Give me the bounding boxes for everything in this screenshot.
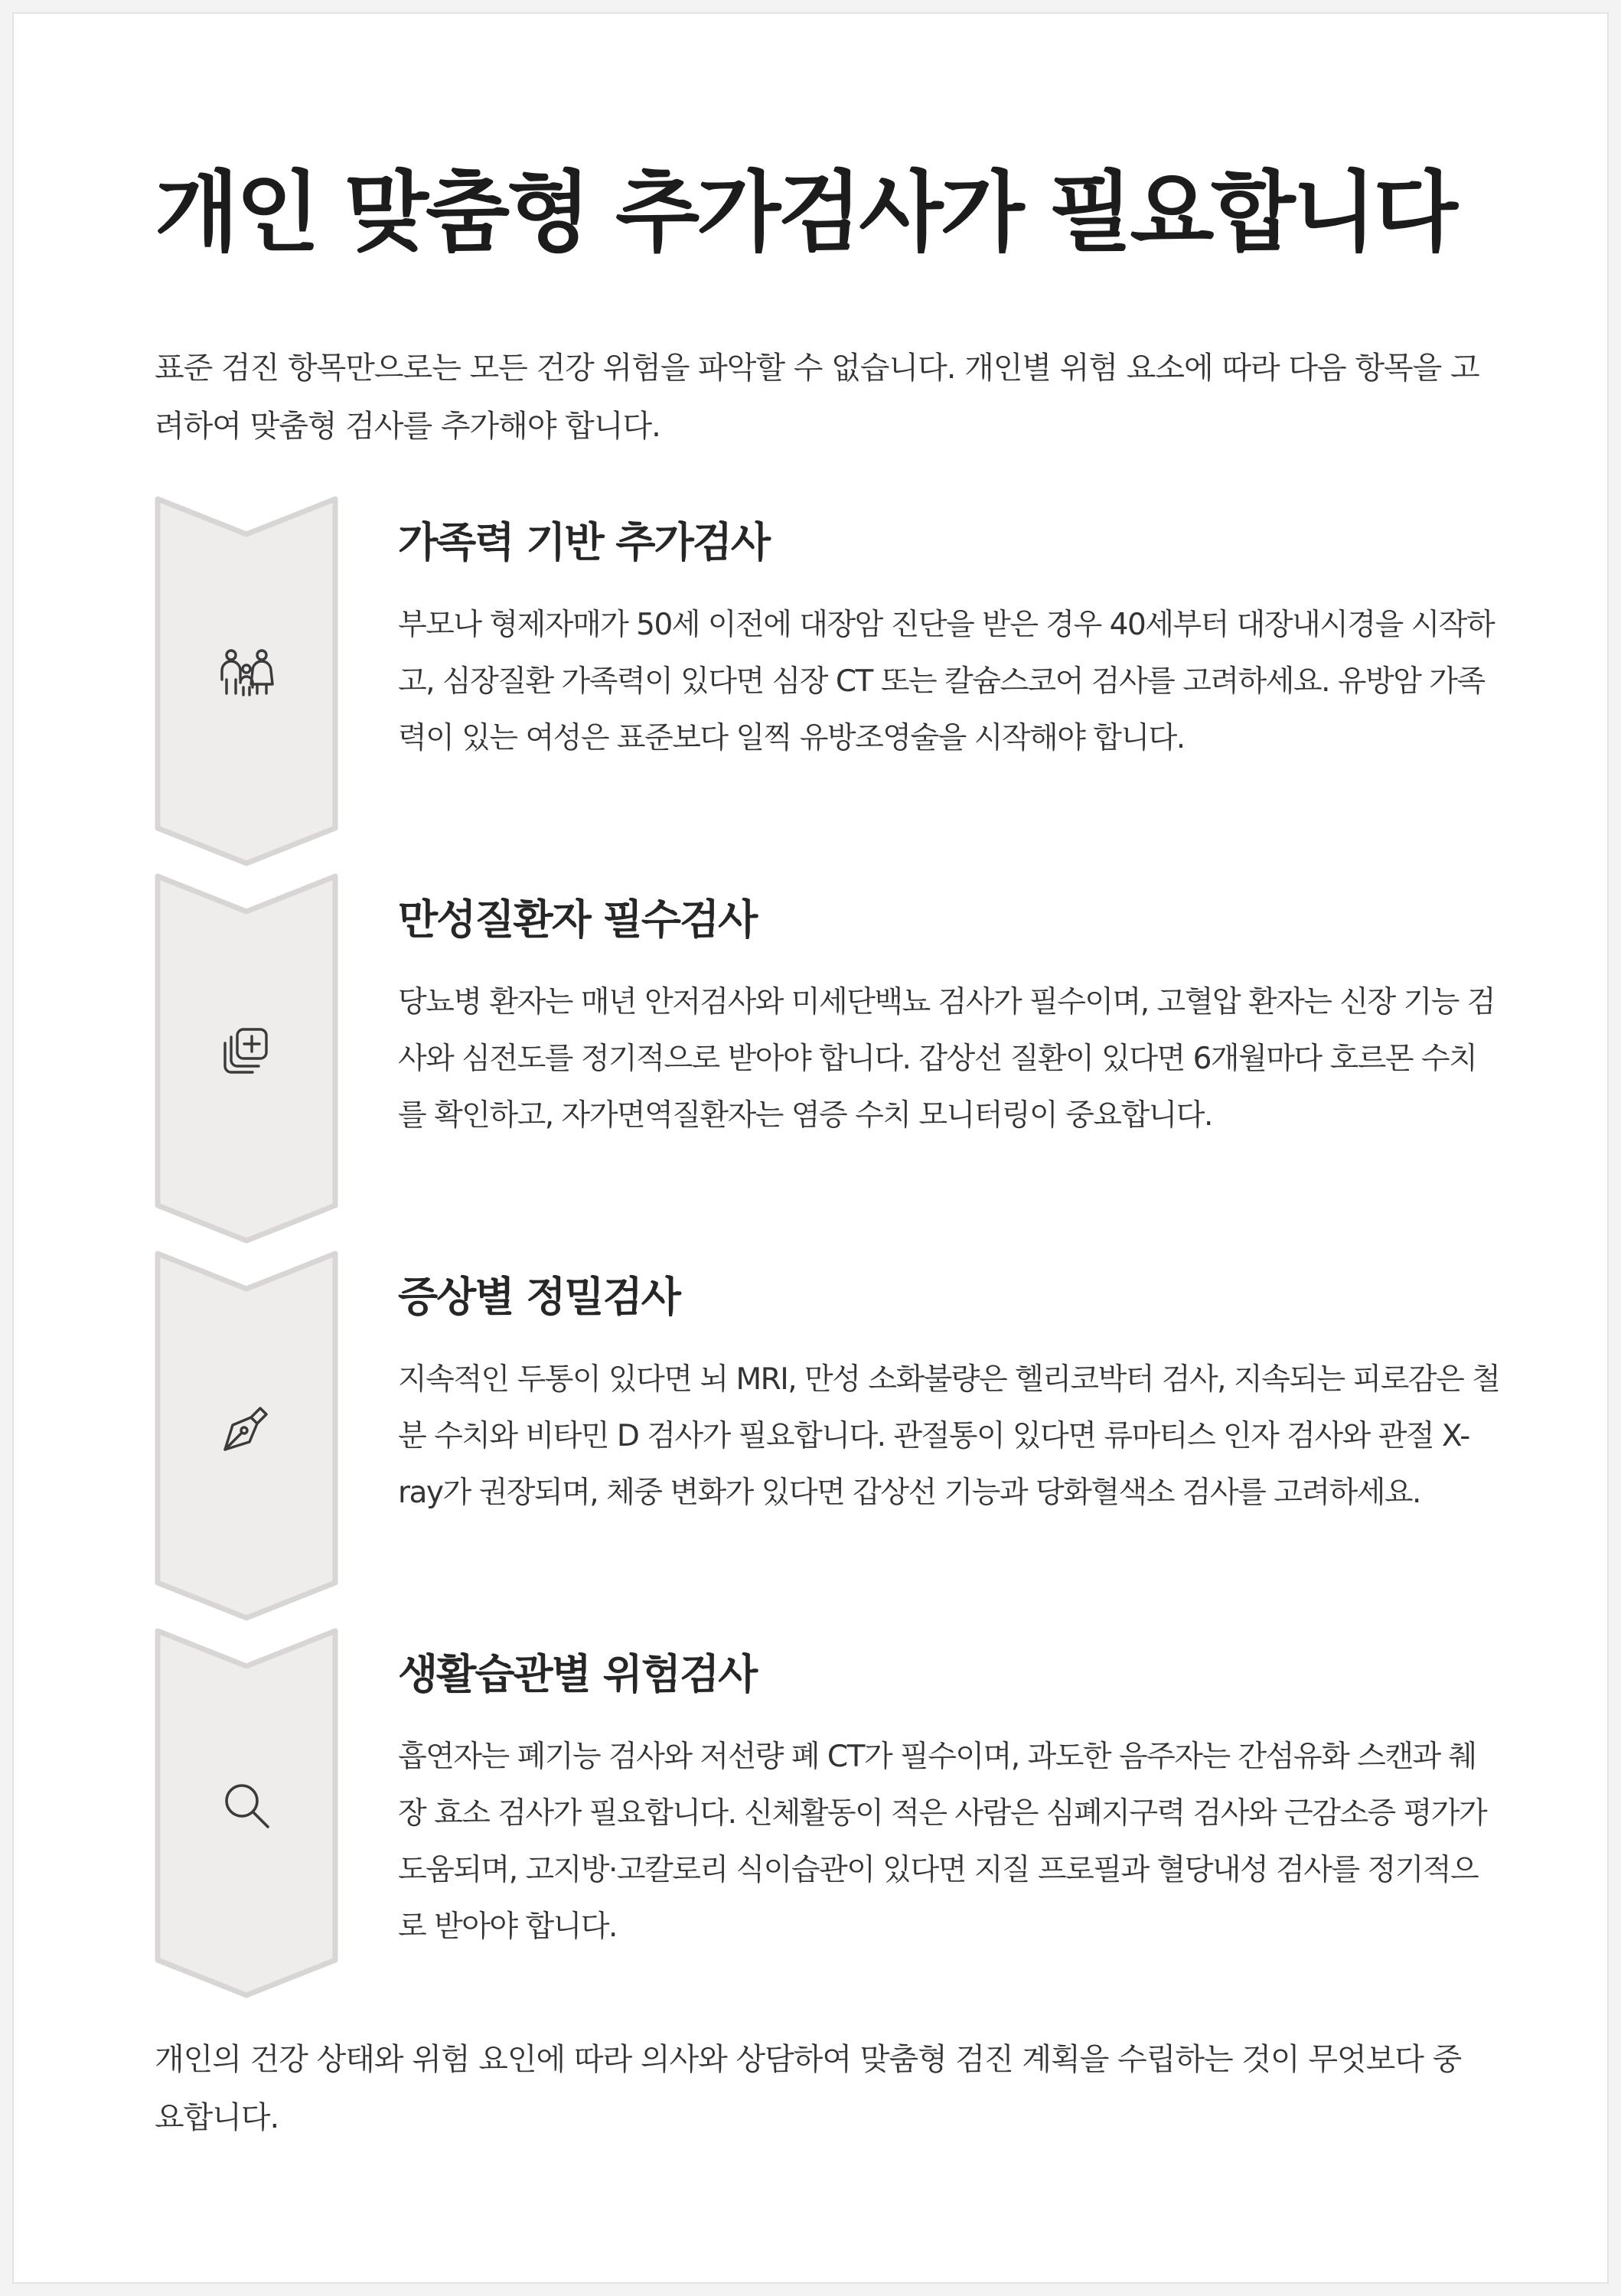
step-title: 증상별 정밀검사 bbox=[398, 1273, 680, 1321]
document-page bbox=[12, 12, 1609, 2284]
pen-nib-icon bbox=[216, 1397, 277, 1459]
step-description: 당뇨병 환자는 매년 안저검사와 미세단백뇨 검사가 필수이며, 고혈압 환자는 신장 기능 검사와 심전도를 정기적으로 받아야 합니다. 갑상선 질환이 있다면 6개월마다 호르몬 수치를 확인하고, 자가면역질환자는 염증 수치 모니터링이 중요합니다. bbox=[398, 985, 1495, 1133]
step-description: 흡연자는 폐기능 검사와 저선량 폐 CT가 필수이며, 과도한 음주자는 간섬유화 스캔과 췌장 효소 검사가 필요합니다. 신체활동이 적은 사람은 심폐지구력 검사와 근감소증 평가가 도움되며, 고지방·고칼로리 식이습관이 있다면 지질 프로필과 혈당내성 검사를 정기적으로 받아야 합니다. bbox=[398, 1740, 1487, 1944]
step-chronic-disease bbox=[155, 861, 1495, 1244]
intro-paragraph: 표준 검진 항목만으로는 모든 건강 위험을 파악할 수 없습니다. 개인별 위험 요소에 따라 다음 항목을 고려하여 맞춤형 검사를 추가해야 합니다. bbox=[155, 351, 1479, 444]
step-description: 부모나 형제자매가 50세 이전에 대장암 진단을 받은 경우 40세부터 대장내시경을 시작하고, 심장질환 가족력이 있다면 심장 CT 또는 칼슘스코어 검사를 고려하세요. 유방암 가족력이 있는 여성은 표준보다 일찍 유방조영술을 시작해야 합니다. bbox=[398, 608, 1495, 755]
medical-plus-stack-icon bbox=[216, 1020, 277, 1081]
search-icon bbox=[216, 1775, 277, 1836]
step-description: 지속적인 두통이 있다면 뇌 MRI, 만성 소화불량은 헬리코박터 검사, 지속되는 피로감은 철분 수치와 비타민 D 검사가 필요합니다. 관절통이 있다면 류마티스 인자 검사와 관절 X-ray가 권장되며, 체중 변화가 있다면 갑상선 기능과 당화혈색소 검사를 고려하세요. bbox=[398, 1362, 1500, 1510]
step-title: 가족력 기반 추가검사 bbox=[398, 518, 770, 566]
page-title: 개인 맞춤형 추가검사가 필요합니다 bbox=[155, 161, 1455, 263]
step-title: 만성질환자 필수검사 bbox=[398, 895, 757, 944]
closing-paragraph: 개인의 건강 상태와 위험 요인에 따라 의사와 상담하여 맞춤형 검진 계획을 수립하는 것이 무엇보다 중요합니다. bbox=[155, 2042, 1462, 2135]
step-title: 생활습관별 위험검사 bbox=[398, 1650, 757, 1698]
family-icon bbox=[216, 643, 277, 704]
step-family-history bbox=[155, 484, 1495, 866]
step-symptom-specific bbox=[155, 1238, 1500, 1621]
step-lifestyle-risk bbox=[155, 1616, 1487, 1998]
